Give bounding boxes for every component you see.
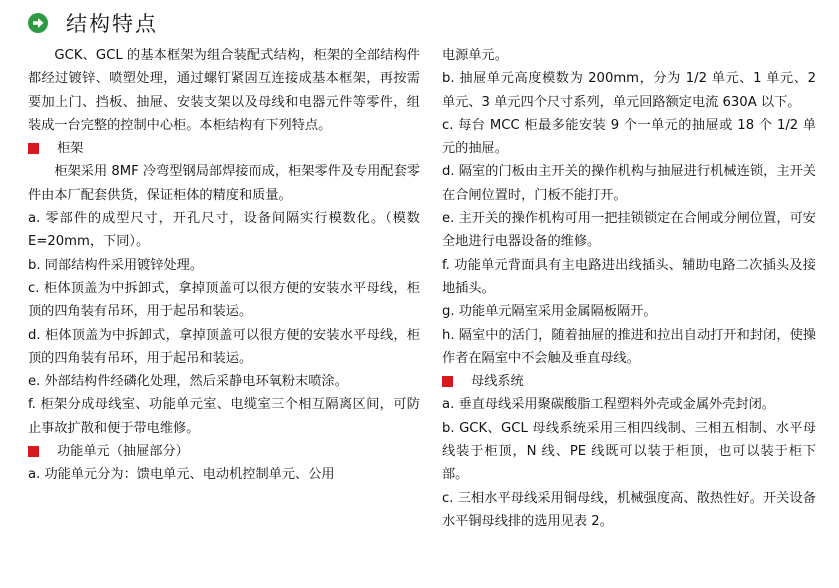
frame-item-a: a. 零部件的成型尺寸，开孔尺寸，设备间隔实行模数化。（模数 E=20mm，下同）。	[28, 211, 420, 250]
functional-unit-item-h: h. 隔室中的活门，随着抽屉的推进和拉出自动打开和封闭，使操作者在隔室中不会触及垂直母线。	[442, 327, 816, 366]
section-heading-busbar	[442, 370, 816, 393]
frame-item-f: f. 柜架分成母线室、功能单元室、电缆室三个相互隔离区间，可防止事故扩散和便于带电维修。	[28, 397, 420, 436]
frame-item-c: c. 柜体顶盖为中拆卸式，拿掉顶盖可以很方便的安装水平母线，柜顶的四角装有吊环，用于起吊和装运。	[28, 280, 420, 320]
frame-item-d: d. 柜体顶盖为中拆卸式，拿掉顶盖可以很方便的安装水平母线，柜顶的四角装有吊环，用于起吊和装运。	[28, 327, 420, 366]
page-header	[28, 6, 158, 40]
section-title-functional-unit: 功能单元（抽屉部分）	[57, 444, 189, 460]
section-heading-functional-unit	[28, 440, 420, 463]
section-title-busbar: 母线系统	[471, 374, 524, 390]
functional-unit-item-a-end: 电源单元。	[442, 48, 508, 63]
busbar-item-a: a. 垂直母线采用聚碳酸脂工程塑料外壳或金属外壳封闭。	[442, 397, 775, 413]
busbar-item-c: c. 三相水平母线采用铜母线，机械强度高、散热性好。开关设备水平铜母线排的选用见表 2。	[442, 490, 816, 529]
frame-item-e: e. 外部结构件经磷化处理，然后采静电环氧粉末喷涂。	[28, 374, 348, 390]
red-square-bullet-icon	[28, 446, 39, 457]
functional-unit-item-b: b. 抽屉单元高度模数为 200mm，分为 1/2 单元、1 单元、2 单元、3 单元四个尺寸系列，单元回路额定电流 630A 以下。	[442, 71, 816, 110]
functional-unit-item-c: c. 每台 MCC 柜最多能安装 9 个一单元的抽屉或 18 个 1/2 单元的抽屉。	[442, 117, 816, 157]
red-square-bullet-icon	[28, 143, 39, 154]
functional-unit-item-e: e. 主开关的操作机构可用一把挂锁锁定在合闸或分闸位置，可安全地进行电器设备的维修。	[442, 211, 816, 250]
functional-unit-item-a-start: a. 功能单元分为：馈电单元、电动机控制单元、公用	[28, 467, 335, 483]
intro-paragraph: GCK、GCL 的基本框架为组合装配式结构，柜架的全部结构件都经过镀锌、喷塑处理，通过螺钉紧固互连接成基本框架，再按需要加上门、挡板、抽屉、安装支架以及母线和电器元件等零件，组装成一台完整的控制中心柜。本柜结构有下列特点。	[28, 48, 420, 133]
frame-intro-paragraph: 柜架采用 8MF 冷弯型钢局部焊接而成，柜架零件及专用配套零件由本厂配套供货，保证柜体的精度和质量。	[28, 164, 420, 203]
section-heading-frame	[28, 137, 420, 160]
red-square-bullet-icon	[442, 376, 453, 387]
functional-unit-item-d: d. 隔室的门板由主开关的操作机构与抽屉进行机械连锁，主开关在合闸位置时，门板不能打开。	[442, 164, 816, 203]
page-title: 结构特点	[66, 12, 158, 36]
functional-unit-item-f: f. 功能单元背面具有主电路进出线插头、辅助电路二次插头及接地插头。	[442, 257, 816, 296]
functional-unit-item-g: g. 功能单元隔室采用金属隔板隔开。	[442, 304, 657, 320]
right-column	[442, 44, 816, 533]
arrow-right-circle-icon	[28, 13, 48, 33]
section-title-frame: 柜架	[57, 141, 84, 157]
left-column	[28, 44, 420, 487]
busbar-item-b: b. GCK、GCL 母线系统采用三相四线制、三相五相制、水平母线装于柜顶，N 线、PE 线既可以装于柜顶，也可以装于柜下部。	[442, 420, 816, 483]
frame-item-b: b. 同部结构件采用镀锌处理。	[28, 257, 204, 273]
